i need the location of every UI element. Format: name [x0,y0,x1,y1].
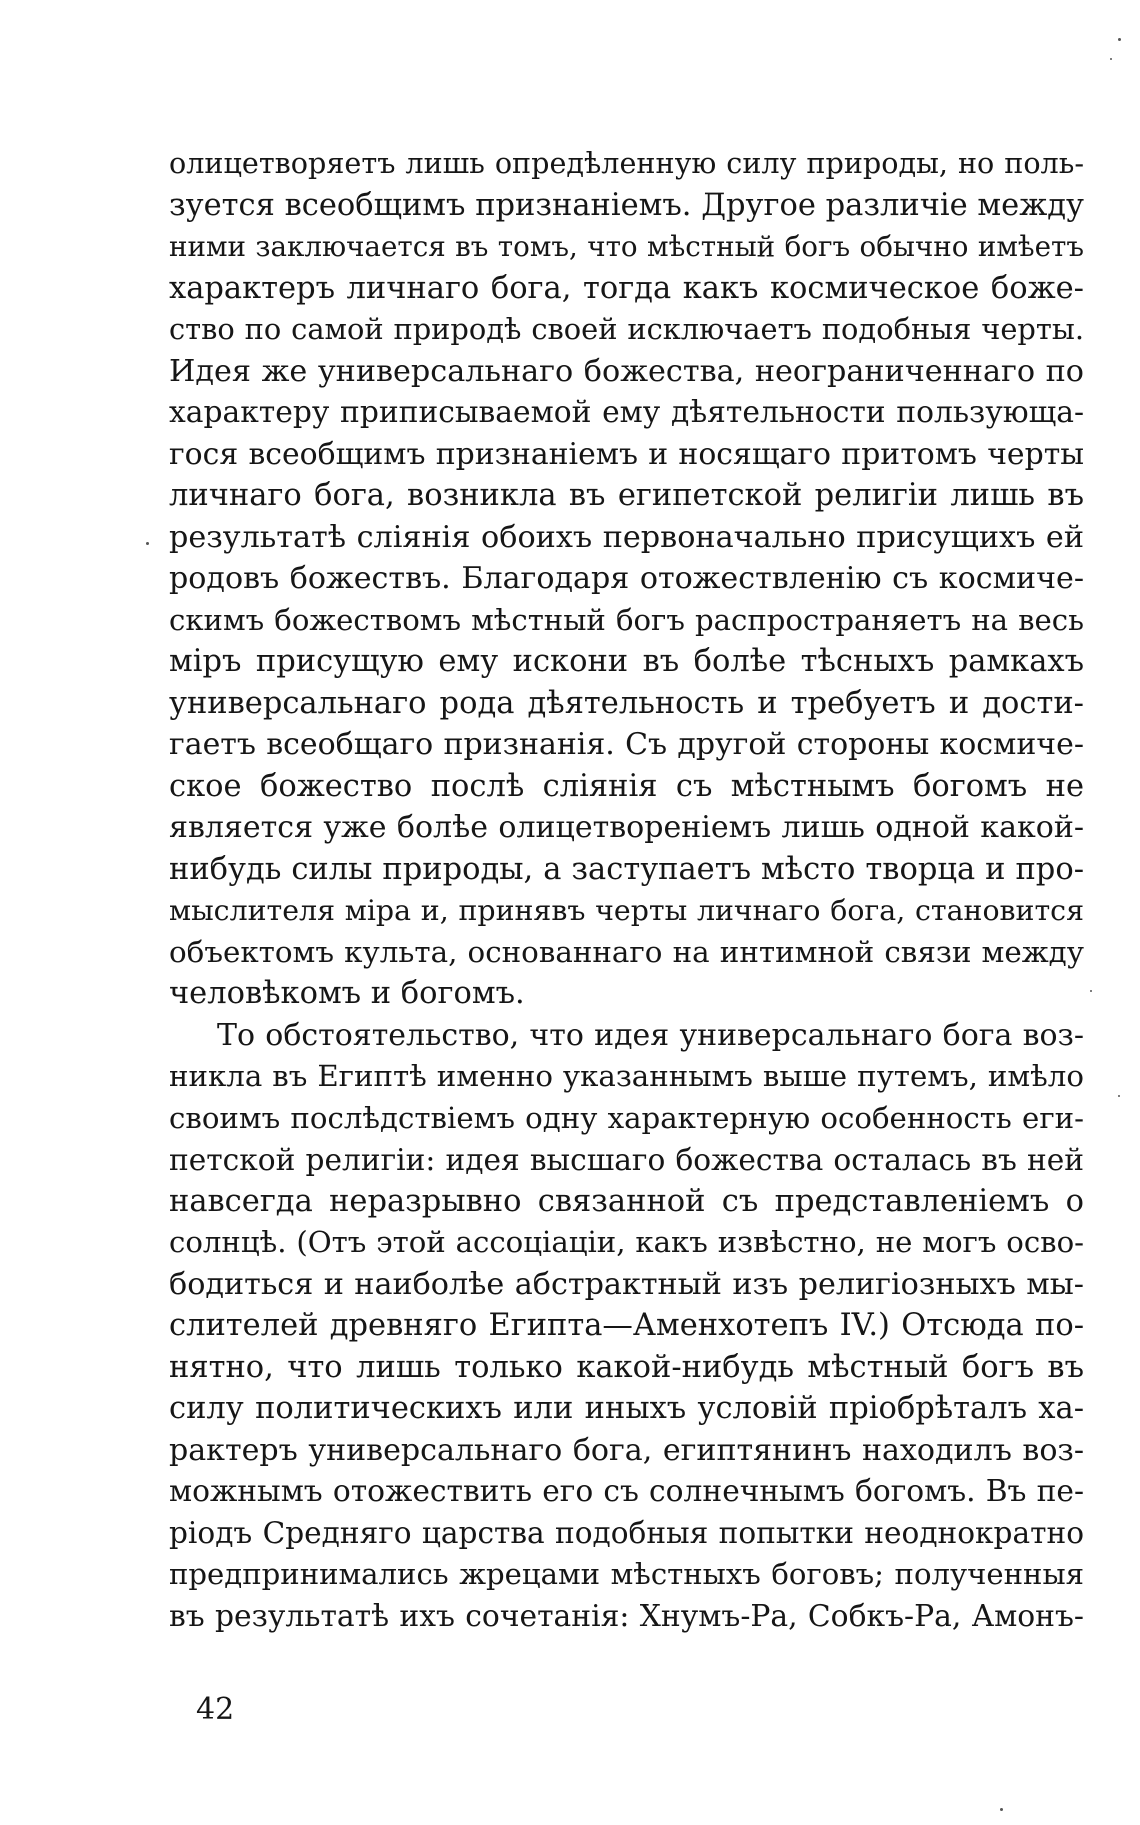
text-line: Идея же универсальнаго божества, неограниченнаго по [169,353,1084,389]
text-line: олицетворяетъ лишь опредѣленную силу природы, но поль- [169,146,1084,180]
scan-speck [1118,38,1121,41]
text-line: результатѣ сліянія обоихъ первоначально присущихъ ей [169,519,1084,555]
text-line: слителей древняго Египта—Аменхотепъ IV.) Отсюда по- [169,1308,1084,1343]
text-line: гаетъ всеобщаго признанія. Съ другой стороны космиче- [169,727,1084,762]
text-line: характеру приписываемой ему дѣятельности пользующа- [169,395,1084,430]
scan-speck [1090,990,1092,992]
text-line: ними заключается въ томъ, что мѣстный богъ обычно имѣетъ [169,230,1084,263]
text-line: рактеръ универсальнаго бога, египтянинъ находилъ воз- [169,1432,1084,1468]
text-line: характеръ личнаго бога, тогда какъ космическое боже- [169,270,1084,306]
text-line: петской религіи: идея высшаго божества осталась въ ней [169,1142,1084,1177]
text-line: міръ присущую ему искони въ болѣе тѣсныхъ рамкахъ [169,644,1084,679]
body-text [169,143,1084,1637]
text-line: своимъ послѣдствіемъ одну характерную особенность еги- [169,1100,1084,1135]
scan-speck [1110,58,1112,60]
text-line: человѣкомъ и богомъ. [169,976,525,1011]
text-line: зуется всеобщимъ признаніемъ. Другое различіе между [169,187,1084,223]
text-line: ство по самой природѣ своей исключаетъ подобныя черты. [169,312,1084,346]
text-line: бодиться и наиболѣе абстрактный изъ религіозныхъ мы- [169,1266,1084,1302]
scan-speck [146,542,149,545]
text-line: ріодъ Средняго царства подобныя попытки неоднократно [169,1515,1084,1550]
text-line: скимъ божествомъ мѣстный богъ распространяетъ на весь [169,602,1084,637]
text-line: солнцѣ. (Отъ этой ассоціаціи, какъ извѣстно, не могъ осво- [169,1225,1084,1259]
text-line: силу политическихъ или иныхъ условій пріобрѣталъ ха- [169,1391,1084,1426]
scan-speck [1000,1808,1003,1811]
text-line: въ результатѣ ихъ сочетанія: Хнумъ-Ра, Собкъ-Ра, Амонъ- [169,1598,1084,1634]
text-line: нибудь силы природы, а заступаетъ мѣсто творца и про- [169,851,1084,887]
text-line: родовъ божествъ. Благодаря отожествленію съ космиче- [169,561,1084,596]
text-line: мыслителя міра и, принявъ черты личнаго бога, становится [169,894,1084,927]
scan-speck [1118,1095,1120,1097]
text-line: объектомъ культа, основаннаго на интимной связи между [169,934,1084,969]
text-line: нятно, что лишь только какой-нибудь мѣстный богъ въ [169,1349,1084,1385]
text-line: можнымъ отожествить его съ солнечнымъ богомъ. Въ пе- [169,1474,1084,1509]
text-line: То обстоятельство, что идея универсальнаго бога воз- [217,1017,1084,1053]
text-line: гося всеобщимъ признаніемъ и носящаго притомъ черты [169,436,1084,472]
text-line: личнаго бога, возникла въ египетской религіи лишь въ [169,478,1084,513]
text-line: ское божество послѣ сліянія съ мѣстнымъ богомъ не [169,768,1084,804]
paragraph-2 [169,1015,1084,1638]
paragraph-1 [169,143,1084,1015]
text-line: предпринимались жрецами мѣстныхъ боговъ; полученныя [169,1557,1084,1591]
text-line: никла въ Египтѣ именно указаннымъ выше путемъ, имѣло [169,1059,1084,1093]
text-line: является уже болѣе олицетвореніемъ лишь одной какой- [169,810,1084,845]
text-line: навсегда неразрывно связанной съ представленіемъ о [169,1183,1084,1219]
text-line: универсальнаго рода дѣятельность и требуетъ и дости- [169,685,1084,721]
page-number: 42 [196,1692,235,1727]
